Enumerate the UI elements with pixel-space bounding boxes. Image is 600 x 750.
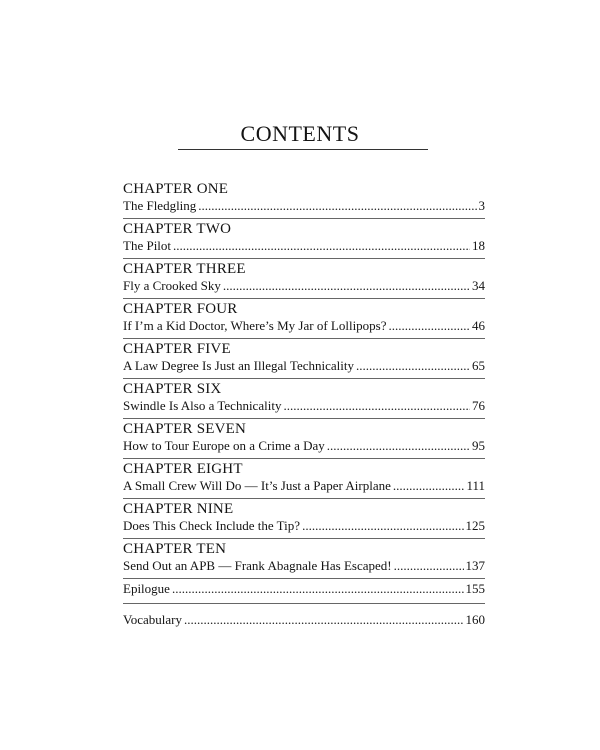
chapter-title: The Pilot <box>123 238 172 253</box>
chapter-title: A Small Crew Will Do — It’s Just a Paper Airplane <box>123 478 391 493</box>
page-number: 46 <box>472 318 485 333</box>
separator <box>123 258 485 259</box>
chapter-title: A Law Degree Is Just an Illegal Technicality <box>123 358 354 373</box>
dot-leader <box>302 518 463 534</box>
chapter-label: CHAPTER SEVEN <box>123 421 247 437</box>
dot-leader <box>283 398 470 414</box>
chapter-label: CHAPTER EIGHT <box>123 461 243 477</box>
separator <box>123 378 485 379</box>
page-title: CONTENTS <box>240 121 360 146</box>
dot-leader <box>172 581 464 597</box>
chapter-title-line[interactable] <box>123 558 485 574</box>
title-underline <box>178 149 428 150</box>
page-number: 160 <box>465 612 485 627</box>
page-number: 137 <box>465 558 485 573</box>
separator <box>123 538 485 539</box>
epilogue-line[interactable] <box>123 581 485 597</box>
separator <box>123 458 485 459</box>
toc-entry-chapter-nine <box>123 501 485 534</box>
toc-entry-chapter-six <box>123 381 485 414</box>
chapter-title-line[interactable] <box>123 398 485 414</box>
toc-entry-chapter-ten <box>123 541 485 574</box>
chapter-title: How to Tour Europe on a Crime a Day <box>123 438 325 453</box>
chapter-title-line[interactable] <box>123 518 485 534</box>
dot-leader <box>173 238 470 254</box>
page-number: 76 <box>472 398 485 413</box>
toc-entry-chapter-four <box>123 301 485 334</box>
chapter-title-line[interactable] <box>123 238 485 254</box>
epilogue-title: Epilogue <box>123 581 170 596</box>
chapter-title: Swindle Is Also a Technicality <box>123 398 282 413</box>
chapter-label: CHAPTER TEN <box>123 541 227 557</box>
chapter-label: CHAPTER TWO <box>123 221 232 237</box>
separator <box>123 578 485 579</box>
dot-leader <box>198 198 476 214</box>
chapter-title: The Fledgling <box>123 198 197 213</box>
chapter-title: Fly a Crooked Sky <box>123 278 221 293</box>
separator <box>123 498 485 499</box>
page-number: 34 <box>472 278 485 293</box>
chapter-title-line[interactable] <box>123 278 485 294</box>
toc-entry-chapter-five <box>123 341 485 374</box>
chapter-title-line[interactable] <box>123 358 485 374</box>
chapter-label: CHAPTER THREE <box>123 261 246 277</box>
separator <box>123 603 485 604</box>
separator <box>123 418 485 419</box>
chapter-title-line[interactable] <box>123 438 485 454</box>
page-number: 125 <box>465 518 485 533</box>
vocabulary-line[interactable] <box>123 612 485 628</box>
chapter-label: CHAPTER FIVE <box>123 341 231 357</box>
vocabulary-title: Vocabulary <box>123 612 182 627</box>
dot-leader <box>184 612 464 628</box>
separator <box>123 218 485 219</box>
dot-leader <box>389 318 470 334</box>
toc-entry-chapter-two <box>123 221 485 254</box>
chapter-title-line[interactable] <box>123 478 485 494</box>
dot-leader <box>394 558 464 574</box>
chapter-label: CHAPTER FOUR <box>123 301 238 317</box>
chapter-title-line[interactable] <box>123 318 485 334</box>
dot-leader <box>327 438 470 454</box>
page-number: 18 <box>472 238 485 253</box>
page-number: 95 <box>472 438 485 453</box>
page-number: 65 <box>472 358 485 373</box>
chapter-label: CHAPTER SIX <box>123 381 222 397</box>
separator <box>123 338 485 339</box>
toc-entry-chapter-three <box>123 261 485 294</box>
chapter-label: CHAPTER NINE <box>123 501 234 517</box>
toc-entry-vocabulary <box>123 612 485 628</box>
dot-leader <box>393 478 465 494</box>
toc-entry-chapter-one <box>123 181 485 214</box>
chapter-title: If I’m a Kid Doctor, Where’s My Jar of Lollipops? <box>123 318 387 333</box>
page-number: 111 <box>466 478 485 493</box>
separator <box>123 298 485 299</box>
toc-entry-chapter-seven <box>123 421 485 454</box>
dot-leader <box>356 358 470 374</box>
page-number: 3 <box>478 198 485 213</box>
page-number: 155 <box>465 581 485 596</box>
dot-leader <box>223 278 470 294</box>
chapter-title: Does This Check Include the Tip? <box>123 518 301 533</box>
chapter-title: Send Out an APB — Frank Abagnale Has Escaped! <box>123 558 392 573</box>
chapter-label: CHAPTER ONE <box>123 181 229 197</box>
toc-entry-epilogue <box>123 581 485 597</box>
toc-entry-chapter-eight <box>123 461 485 494</box>
chapter-title-line[interactable] <box>123 198 485 214</box>
